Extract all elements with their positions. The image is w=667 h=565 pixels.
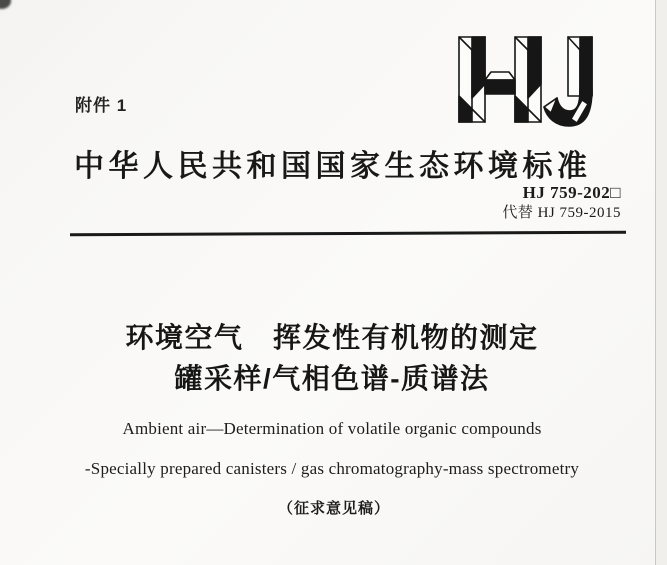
- standard-number-block: [502, 184, 621, 221]
- document-title-en-line1: Ambient air—Determination of volatile organic compounds: [122, 419, 542, 438]
- document-title-zh-line2: 罐采样/气相色谱-质谱法: [174, 363, 490, 394]
- header-divider-rule: [70, 231, 626, 236]
- replaces-note: 代替 HJ 759-2015: [502, 204, 621, 221]
- document-title-zh-line1: 环境空气 挥发性有机物的测定: [125, 322, 539, 353]
- hj-standard-logo: [457, 34, 593, 129]
- standard-number: HJ 759-202□: [522, 183, 621, 202]
- national-standard-heading: 中华人民共和国国家生态环境标准: [74, 150, 592, 183]
- draft-for-comments-label: （征求意见稿）: [277, 500, 390, 517]
- attachment-label: 附件 1: [75, 96, 128, 115]
- scan-corner-artifact: [0, 0, 11, 9]
- document-title-en-line2: -Specially prepared canisters / gas chromatography-mass spectrometry: [84, 459, 580, 478]
- page-edge-shadow: [656, 0, 667, 565]
